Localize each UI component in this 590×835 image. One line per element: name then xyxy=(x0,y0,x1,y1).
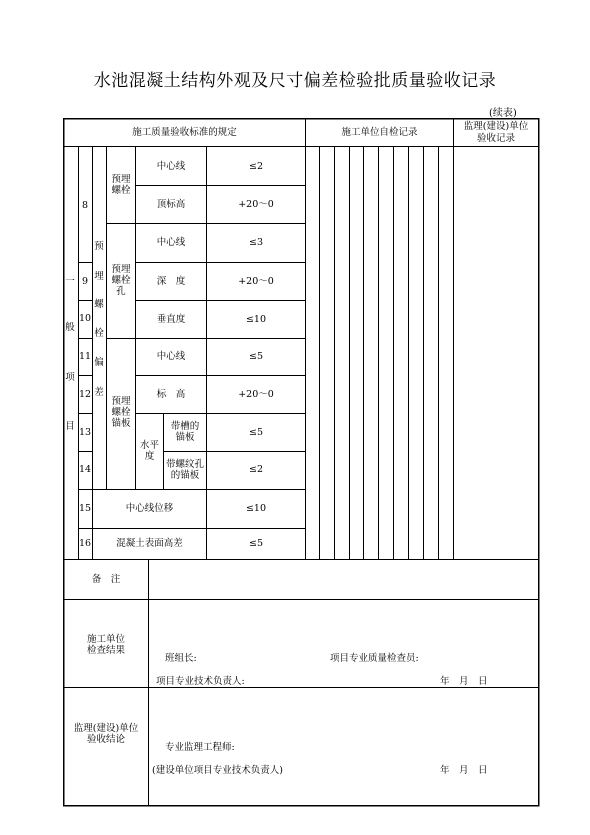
supervisor-date: 年 月 日 xyxy=(440,765,488,776)
item-name-8a: 带槽的 xyxy=(170,421,200,432)
item-name-6: 中心线 xyxy=(156,351,186,362)
category-anchor-2: 螺栓 xyxy=(111,407,131,418)
header-standard: 施工质量验收标准的规定 xyxy=(132,127,237,138)
team-leader-label: 班组长: xyxy=(165,653,197,664)
category-bolt-1: 预埋 xyxy=(111,174,131,185)
header-supervision-2: 验收记录 xyxy=(476,133,515,144)
item-value-11: ≤5 xyxy=(248,538,263,549)
item-name-9a: 带螺纹孔 xyxy=(165,459,204,470)
item-value-1: ≤2 xyxy=(248,161,263,172)
group-label-2: 埋 xyxy=(94,271,104,282)
category-anchor-3: 锚板 xyxy=(111,418,131,429)
row-number-9: 9 xyxy=(81,276,89,287)
category-bolt-hole-3: 孔 xyxy=(116,286,126,297)
row-number-15: 15 xyxy=(78,503,92,514)
side-label-2: 般 xyxy=(65,322,75,333)
item-value-10: ≤10 xyxy=(245,503,267,514)
side-label-3: 项 xyxy=(65,372,75,383)
category-bolt-hole-1: 预埋 xyxy=(111,264,131,275)
item-name-3: 中心线 xyxy=(156,237,186,248)
item-name-10: 中心线位移 xyxy=(125,503,174,514)
category-anchor-1: 预埋 xyxy=(111,396,131,407)
page-title: 水池混凝土结构外观及尺寸偏差检验批质量验收记录 xyxy=(93,71,497,91)
tech-lead-label: 项目专业技术负责人: xyxy=(156,676,245,687)
category-bolt-2: 螺栓 xyxy=(111,185,131,196)
contractor-date: 年 月 日 xyxy=(440,676,488,687)
item-value-2: +20〜0 xyxy=(238,199,274,210)
item-value-8: ≤5 xyxy=(248,427,263,438)
row-number-14: 14 xyxy=(78,464,92,475)
supervisor-label-1: 监理(建设)单位 xyxy=(73,723,139,734)
row-number-13: 13 xyxy=(78,427,92,438)
header-self-check: 施工单位自检记录 xyxy=(341,127,418,138)
item-name-5: 垂直度 xyxy=(156,314,186,325)
contractor-label-1: 施工单位 xyxy=(86,634,125,645)
supervising-engineer-label: 专业监理工程师: xyxy=(165,742,235,753)
group-label-1: 预 xyxy=(94,241,104,252)
item-name-8b: 锚板 xyxy=(175,432,195,443)
owner-lead-label: (建设单位项目专业技术负责人) xyxy=(152,765,283,776)
item-name-11: 混凝土表面高差 xyxy=(116,538,183,549)
item-name-2: 顶标高 xyxy=(156,199,186,210)
side-label-1: 一 xyxy=(65,276,75,287)
contractor-label-2: 检查结果 xyxy=(86,645,125,656)
item-value-7: +20〜0 xyxy=(238,389,274,400)
row-number-12: 12 xyxy=(78,389,92,400)
item-name-7: 标 高 xyxy=(156,389,186,400)
row-number-16: 16 xyxy=(78,538,92,549)
item-value-3: ≤3 xyxy=(248,237,263,248)
group-label-6: 差 xyxy=(94,387,104,398)
category-level-2: 度 xyxy=(144,451,155,462)
item-value-6: ≤5 xyxy=(248,351,263,362)
item-value-4: +20〜0 xyxy=(238,276,274,287)
row-number-8: 8 xyxy=(81,200,89,211)
quality-inspector-label: 项目专业质量检查员: xyxy=(330,653,419,664)
remarks-label: 备 注 xyxy=(91,574,121,585)
item-value-5: ≤10 xyxy=(245,314,267,325)
category-level-1: 水平 xyxy=(139,440,159,451)
row-number-11: 11 xyxy=(78,351,92,362)
item-value-9: ≤2 xyxy=(248,464,263,475)
category-bolt-hole-2: 螺栓 xyxy=(111,275,131,286)
continued-label: (续表) xyxy=(489,108,517,119)
item-name-4: 深 度 xyxy=(156,276,186,287)
side-label-4: 目 xyxy=(65,421,75,432)
group-label-4: 栓 xyxy=(94,328,104,339)
group-label-5: 偏 xyxy=(94,357,104,368)
header-supervision-1: 监理(建设)单位 xyxy=(463,121,529,132)
group-label-3: 螺 xyxy=(94,299,104,310)
item-name-1: 中心线 xyxy=(156,161,186,172)
supervisor-label-2: 验收结论 xyxy=(86,734,125,745)
row-number-10: 10 xyxy=(78,313,92,324)
item-name-9b: 的锚板 xyxy=(170,470,200,481)
